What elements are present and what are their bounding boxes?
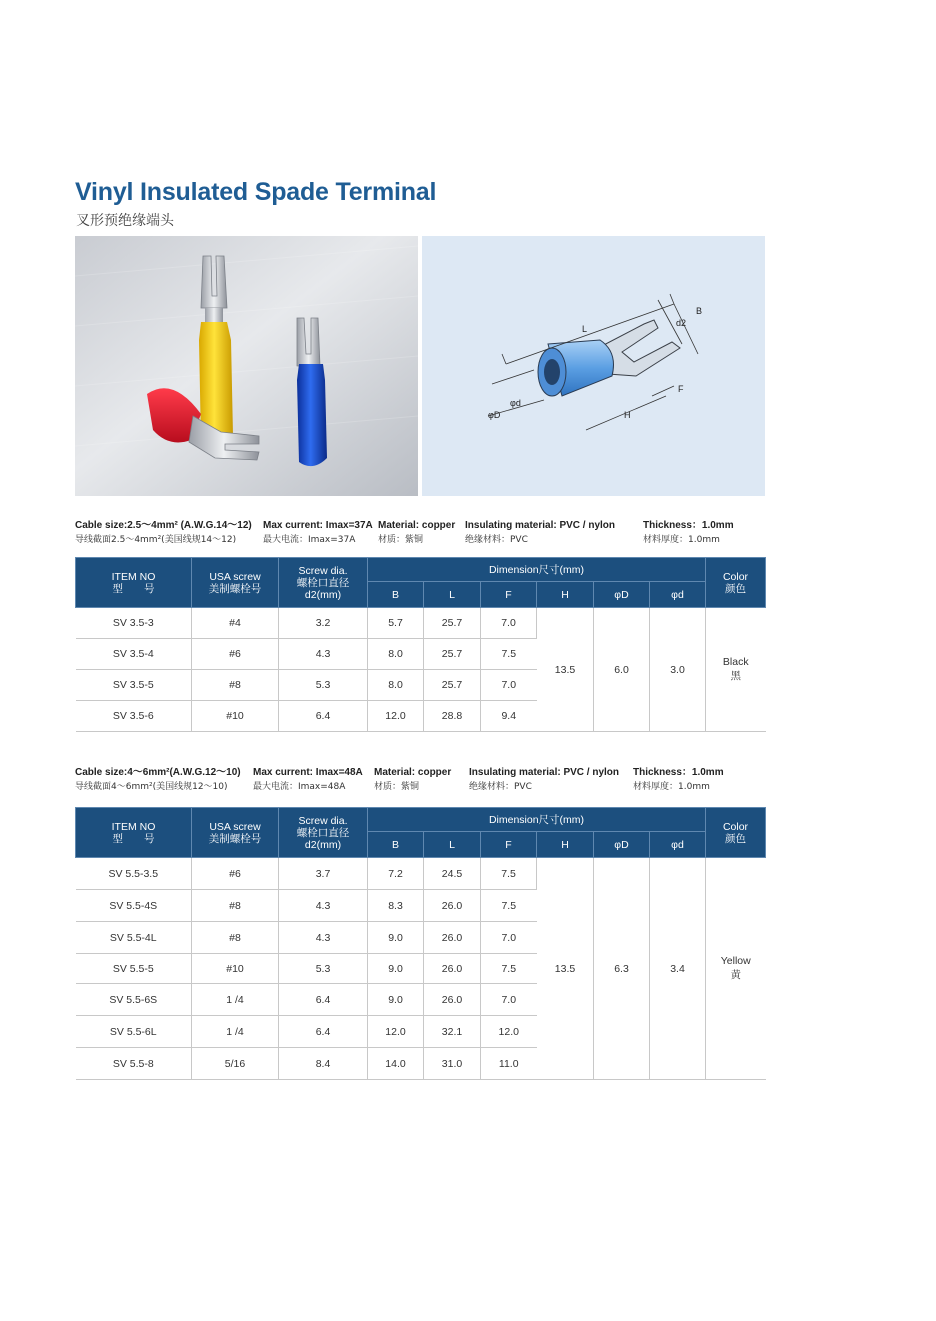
cell-F: 7.0 <box>481 984 537 1016</box>
cell-F: 7.0 <box>481 922 537 954</box>
cell-L: 26.0 <box>424 984 481 1016</box>
cell-B: 5.7 <box>368 608 424 639</box>
technical-drawing <box>422 236 765 496</box>
cell-B: 9.0 <box>368 984 424 1016</box>
header-phiD: φD <box>594 582 650 608</box>
header-dimension: Dimension尺寸(mm) <box>368 558 706 582</box>
header-B: B <box>368 832 424 858</box>
cell-usa: #8 <box>192 922 279 954</box>
cell-item: SV 3.5-6 <box>76 701 192 732</box>
header-phid: φd <box>650 832 706 858</box>
cell-usa: 1 /4 <box>192 1016 279 1048</box>
cell-usa: #8 <box>192 670 279 701</box>
cell-F: 9.4 <box>481 701 537 732</box>
cell-item: SV 5.5-4L <box>76 922 192 954</box>
cell-usa: #8 <box>192 890 279 922</box>
specs-section-2 <box>75 766 765 796</box>
label-F: F <box>678 384 684 394</box>
cell-B: 8.0 <box>368 670 424 701</box>
cell-L: 25.7 <box>424 608 481 639</box>
cell-F: 7.5 <box>481 858 537 890</box>
cell-B: 12.0 <box>368 701 424 732</box>
cell-F: 7.5 <box>481 954 537 984</box>
cell-item: SV 5.5-3.5 <box>76 858 192 890</box>
label-L: L <box>582 324 588 334</box>
cell-d2: 3.2 <box>279 608 368 639</box>
cell-usa: #4 <box>192 608 279 639</box>
cell-L: 24.5 <box>424 858 481 890</box>
cell-F: 7.5 <box>481 890 537 922</box>
cell-item: SV 5.5-5 <box>76 954 192 984</box>
spec-material: Material: copper 材质：紫铜 <box>374 767 452 792</box>
header-item-no: ITEM NO 型 号 <box>76 558 192 608</box>
cell-phid: 3.0 <box>650 608 706 732</box>
cell-usa: #6 <box>192 639 279 670</box>
header-phid: φd <box>650 582 706 608</box>
spec-thickness: Thickness：1.0mm 材料厚度：1.0mm <box>643 520 734 545</box>
spec-max-current: Max current: Imax=48A 最大电流：Imax=48A <box>253 767 363 792</box>
cell-usa: #6 <box>192 858 279 890</box>
spec-table-2 <box>75 807 766 1080</box>
header-H: H <box>537 832 594 858</box>
cell-phid: 3.4 <box>650 858 706 1080</box>
cell-L: 25.7 <box>424 670 481 701</box>
cell-L: 26.0 <box>424 954 481 984</box>
label-phid: φd <box>510 398 521 408</box>
specs-section-1 <box>75 519 765 549</box>
spec-table-1 <box>75 557 766 732</box>
cell-B: 14.0 <box>368 1048 424 1080</box>
spec-cable-size: Cable size:2.5～4mm² (A.W.G.14～12) 导线截面2.5～4mm²(美国线规14～12) <box>75 520 252 545</box>
label-H: H <box>624 410 631 420</box>
cell-d2: 5.3 <box>279 670 368 701</box>
cell-usa: 5/16 <box>192 1048 279 1080</box>
cell-d2: 3.7 <box>279 858 368 890</box>
header-H: H <box>537 582 594 608</box>
cell-usa: #10 <box>192 701 279 732</box>
header-screw-dia: Screw dia. 螺栓口直径 d2(mm) <box>279 808 368 858</box>
cell-item: SV 5.5-6L <box>76 1016 192 1048</box>
product-photo <box>75 236 418 496</box>
page-title: Vinyl Insulated Spade Terminal <box>75 178 437 206</box>
cell-F: 7.0 <box>481 608 537 639</box>
cell-item: SV 5.5-6S <box>76 984 192 1016</box>
label-phiD: φD <box>488 410 501 420</box>
header-dimension: Dimension尺寸(mm) <box>368 808 706 832</box>
cell-item: SV 3.5-5 <box>76 670 192 701</box>
cell-d2: 4.3 <box>279 639 368 670</box>
spec-material: Material: copper 材质：紫铜 <box>378 520 456 545</box>
cell-B: 9.0 <box>368 954 424 984</box>
cell-B: 8.0 <box>368 639 424 670</box>
cell-d2: 6.4 <box>279 1016 368 1048</box>
cell-usa: 1 /4 <box>192 984 279 1016</box>
header-color: Color 颜色 <box>706 558 766 608</box>
cell-d2: 4.3 <box>279 922 368 954</box>
header-usa-screw: USA screw 美制螺栓号 <box>192 808 279 858</box>
cell-color: Black 黑 <box>706 608 766 732</box>
cell-L: 32.1 <box>424 1016 481 1048</box>
spec-insulating: Insulating material: PVC / nylon 绝缘材料：PVC <box>469 767 620 792</box>
header-L: L <box>424 582 481 608</box>
cell-B: 8.3 <box>368 890 424 922</box>
cell-L: 26.0 <box>424 890 481 922</box>
header-F: F <box>481 832 537 858</box>
cell-L: 26.0 <box>424 922 481 954</box>
cell-d2: 4.3 <box>279 890 368 922</box>
cell-d2: 8.4 <box>279 1048 368 1080</box>
header-item-no: ITEM NO 型 号 <box>76 808 192 858</box>
label-d2: d2 <box>676 318 687 328</box>
spec-cable-size: Cable size:4～6mm²(A.W.G.12～10) 导线截面4～6mm²(美国线规12～10) <box>75 767 241 792</box>
cell-item: SV 3.5-4 <box>76 639 192 670</box>
cell-color: Yellow 黄 <box>706 858 766 1080</box>
header-color: Color 颜色 <box>706 808 766 858</box>
header-screw-dia: Screw dia. 螺栓口直径 d2(mm) <box>279 558 368 608</box>
cell-B: 12.0 <box>368 1016 424 1048</box>
table-row <box>76 858 766 890</box>
cell-B: 9.0 <box>368 922 424 954</box>
cell-H: 13.5 <box>537 858 594 1080</box>
cell-B: 7.2 <box>368 858 424 890</box>
header-F: F <box>481 582 537 608</box>
header-L: L <box>424 832 481 858</box>
cell-L: 31.0 <box>424 1048 481 1080</box>
cell-F: 12.0 <box>481 1016 537 1048</box>
cell-item: SV 5.5-8 <box>76 1048 192 1080</box>
cell-L: 28.8 <box>424 701 481 732</box>
cell-d2: 6.4 <box>279 984 368 1016</box>
cell-d2: 5.3 <box>279 954 368 984</box>
spec-thickness: Thickness：1.0mm 材料厚度：1.0mm <box>633 767 724 792</box>
cell-usa: #10 <box>192 954 279 984</box>
page-subtitle: 叉形预绝缘端头 <box>76 213 174 229</box>
cell-phiD: 6.3 <box>594 858 650 1080</box>
spec-max-current: Max current: Imax=37A 最大电流：Imax=37A <box>263 520 373 545</box>
table-row <box>76 608 766 639</box>
header-usa-screw: USA screw 美制螺栓号 <box>192 558 279 608</box>
cell-L: 25.7 <box>424 639 481 670</box>
cell-phiD: 6.0 <box>594 608 650 732</box>
cell-F: 7.0 <box>481 670 537 701</box>
cell-item: SV 5.5-4S <box>76 890 192 922</box>
cell-H: 13.5 <box>537 608 594 732</box>
cell-item: SV 3.5-3 <box>76 608 192 639</box>
cell-d2: 6.4 <box>279 701 368 732</box>
label-B: B <box>696 306 703 316</box>
header-phiD: φD <box>594 832 650 858</box>
spec-insulating: Insulating material: PVC / nylon 绝缘材料：PVC <box>465 520 616 545</box>
cell-F: 11.0 <box>481 1048 537 1080</box>
cell-F: 7.5 <box>481 639 537 670</box>
header-B: B <box>368 582 424 608</box>
